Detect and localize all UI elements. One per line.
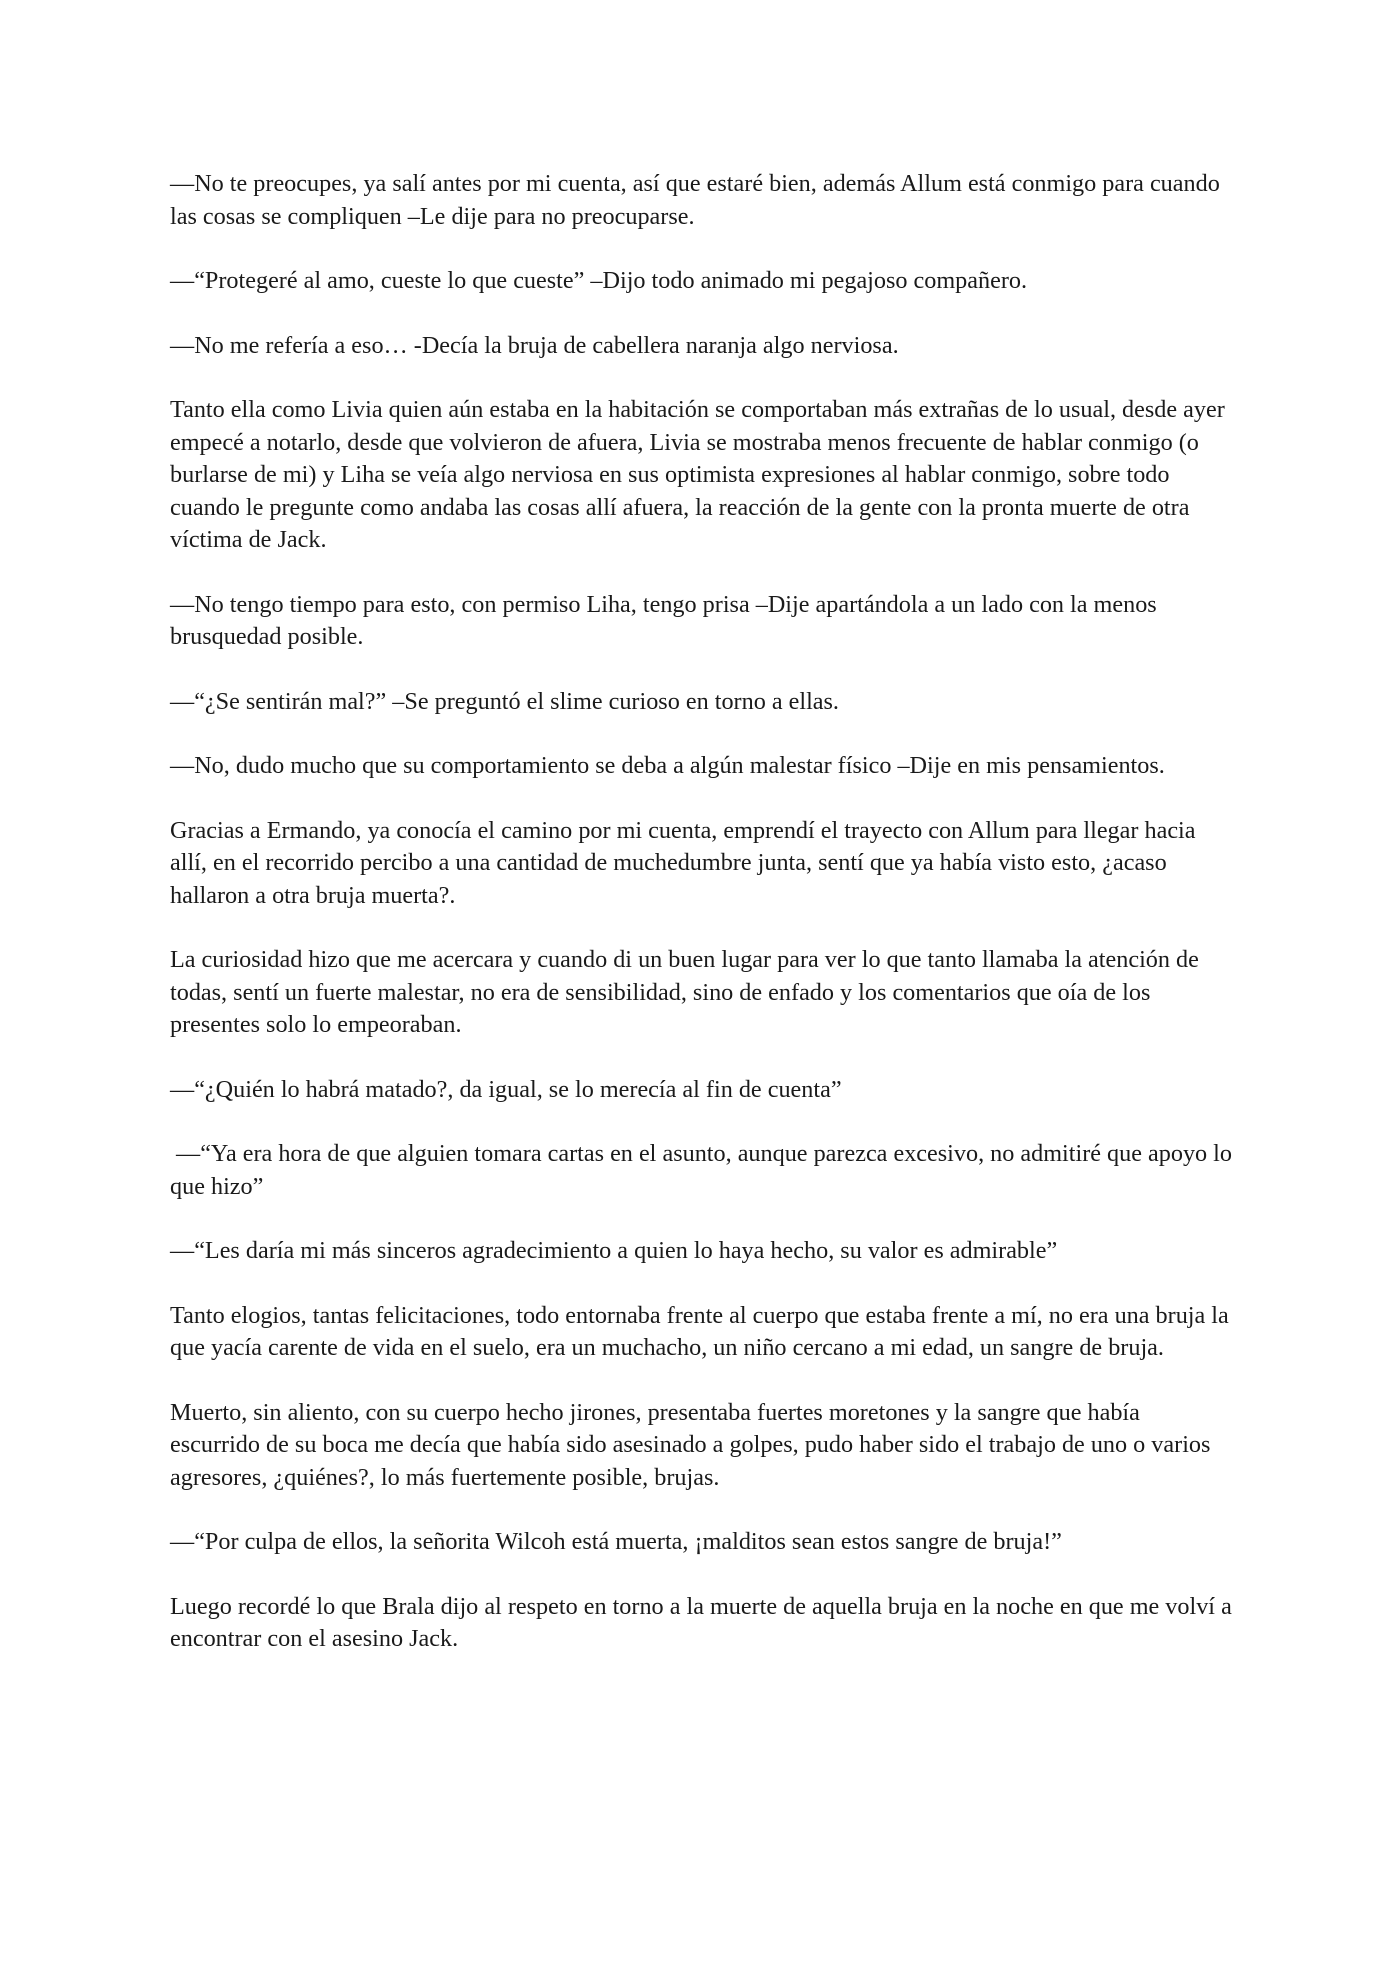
paragraph-13: Tanto elogios, tantas felicitaciones, todo entornaba frente al cuerpo que estaba frente a mí, no era una bruja la que yacía carente de vida en el suelo, era un muchacho, un niño cercano a mi edad, un sangre de bruja. [170, 1301, 1229, 1361]
paragraph-6: —“¿Se sentirán mal?” –Se preguntó el slime curioso en torno a ellas. [170, 687, 839, 715]
paragraph-16: Luego recordé lo que Brala dijo al respeto en torno a la muerte de aquella bruja en la noche en que me volví a encontrar con el asesino Jack. [170, 1592, 1232, 1652]
paragraph-15: —“Por culpa de ellos, la señorita Wilcoh está muerta, ¡malditos sean estos sangre de bruja!” [170, 1528, 1062, 1555]
paragraph-9: La curiosidad hizo que me acercara y cuando di un buen lugar para ver lo que tanto llamaba la atención de todas, sentí un fuerte malestar, no era de sensibilidad, sino de enfado y los comentarios que oía de los presentes solo lo empeoraban. [170, 946, 1199, 1038]
paragraph-12: —“Les daría mi más sinceros agradecimiento a quien lo haya hecho, su valor es admirable” [170, 1237, 1058, 1264]
paragraph-5: —No tengo tiempo para esto, con permiso Liha, tengo prisa –Dije apartándola a un lado con la menos brusquedad posible. [170, 590, 1157, 650]
paragraph-8: Gracias a Ermando, ya conocía el camino por mi cuenta, emprendí el trayecto con Allum para llegar hacia allí, en el recorrido percibo a una cantidad de muchedumbre junta, sentí que ya había visto esto, ¿acaso hallaron a otra bruja muerta?. [170, 816, 1196, 909]
paragraph-7: —No, dudo mucho que su comportamiento se deba a algún malestar físico –Dije en mis pensamientos. [170, 752, 1165, 779]
paragraph-11: —“Ya era hora de que alguien tomara cartas en el asunto, aunque parezca excesivo, no admitiré que apoyo lo que hizo” [170, 1140, 1232, 1200]
paragraph-1: —No te preocupes, ya salí antes por mi cuenta, así que estaré bien, además Allum está conmigo para cuando las cosas se compliquen –Le dije para no preocuparse. [170, 170, 1220, 230]
paragraph-4: Tanto ella como Livia quien aún estaba en la habitación se comportaban más extrañas de lo usual, desde ayer empecé a notarlo, desde que volvieron de afuera, Livia se mostraba menos frecuente de hablar conmigo (o burlarse de mi) y Liha se veía algo nerviosa en sus optimista expresiones al hablar conmigo, sobre todo cuando le pregunte como andaba las cosas allí afuera, la reacción de la gente con la pronta muerte de otra víctima de Jack. [170, 396, 1225, 553]
document-page [170, 168, 1235, 1688]
paragraph-3: —No me refería a eso… -Decía la bruja de cabellera naranja algo nerviosa. [170, 331, 899, 359]
paragraph-2: —“Protegeré al amo, cueste lo que cueste” –Dijo todo animado mi pegajoso compañero. [170, 267, 1028, 294]
paragraph-10: —“¿Quién lo habrá matado?, da igual, se lo merecía al fin de cuenta” [170, 1075, 842, 1103]
paragraph-14: Muerto, sin aliento, con su cuerpo hecho jirones, presentaba fuertes moretones y la sangre que había escurrido de su boca me decía que había sido asesinado a golpes, pudo haber sido el trabajo de uno o varios agresores, ¿quiénes?, lo más fuertemente posible, brujas. [170, 1398, 1211, 1491]
